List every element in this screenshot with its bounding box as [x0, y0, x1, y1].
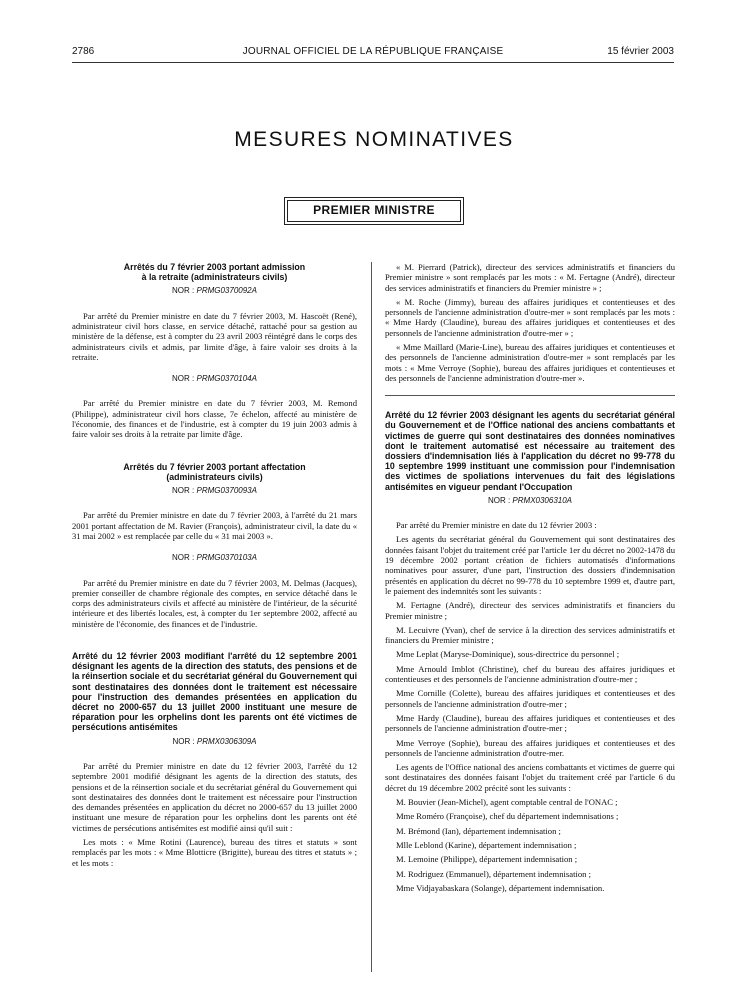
- nor-code: PRMG0370093A: [196, 486, 257, 496]
- list-item: M. Fertagne (André), directeur des services administratifs et financiers du Premier ministre ;: [385, 600, 675, 621]
- paragraph: « Mme Maillard (Marie-Line), bureau des affaires juridiques et contentieuses et des personnels de l'ancienne administration d'outre-mer » sont remplacés par les mots : « Mme Verroye (Sophie), bureau des affaires juridiques et contentieuses et des personnels de l'ancienne administration d'outre-mer ».: [385, 342, 675, 383]
- running-header: [72, 46, 674, 60]
- paragraph: Par arrêté du Premier ministre en date du 7 février 2003, M. Remond (Philippe), administrateur civil hors classe, 7e échelon, affecté au ministère de l'économie, des finances et de l'industrie, est à compter du 19 juin 2003 admis à faire valoir ses droits à la retraite par limite d'âge.: [72, 398, 357, 440]
- list-item: Mme Arnould Imblot (Christine), chef du bureau des affaires juridiques et contentieuses et des personnels de l'ancienne administration d'outre-mer ;: [385, 663, 675, 685]
- title-line-2: (administrateurs civils): [166, 471, 263, 482]
- list-item: Mme Leplat (Maryse-Dominique), sous-directrice du personnel ;: [396, 649, 620, 660]
- article-title: Arrêté du 12 février 2003 modifiant l'arrêté du 12 septembre 2001 désignant les agents de la direction des statuts, des pensions et de la réinsertion sociale et du secrétariat général du Gouvernement qui sont destinataires des données dont le traitement est nécessaire pour l'instruction des demandes présentées en application du décret no 2000-657 du 13 juillet 2000 instituant une mesure de réparation pour les orphelins dont les parents ont été victimes de persécutions antisémites: [72, 651, 358, 733]
- nor-label: NOR :: [172, 286, 197, 296]
- list-item: M. Rodriguez (Emmanuel), département indemnisation ;: [396, 868, 591, 879]
- paragraph: Par arrêté du Premier ministre en date du 7 février 2003, M. Delmas (Jacques), premier conseiller de chambre régionale des comptes, en service détaché dans le corps des administrateurs civils et affecté au ministère de l'intérieur, de la sécurité intérieure et des libertés locales, est, à compter du 1er septembre 2002, affecté au ministère de l'économie, des finances et de l'industrie.: [72, 577, 357, 629]
- main-title: MESURES NOMINATIVES: [234, 128, 514, 151]
- nor-label: NOR :: [172, 486, 197, 496]
- list-item: Mme Roméro (Françoise), chef du département indemnisations ;: [396, 811, 619, 822]
- paragraph: Par arrêté du Premier ministre en date du 7 février 2003, à l'arrêté du 21 mars 2001 portant affectation de M. Ravier (François), administrateur civil, la date du « 31 mai 2002 » est remplacée par celle du « 31 mai 2003 ».: [72, 510, 357, 541]
- list-item: M. Lemoine (Philippe), département indemnisation ;: [396, 854, 578, 865]
- nor-label: NOR :: [172, 553, 197, 563]
- list-item: M. Lecuivre (Yvan), chef de service à la direction des services administratifs et financiers du Premier ministre ;: [385, 624, 675, 646]
- list-item: Mme Verroye (Sophie), bureau des affaires juridiques et contentieuses et des personnels de l'ancienne administration d'outre-mer.: [385, 737, 675, 758]
- title-line-1: Arrêtés du 7 février 2003 portant admission: [123, 262, 306, 272]
- article-title: Arrêté du 12 février 2003 désignant les agents du secrétariat général du Gouvernement et de l'Office national des anciens combattants et victimes de guerre qui sont destinataires des données nominatives dont le traitement automatisé est nécessaire au traitement des dossiers d'indemnisation liés à l'application du décret no 99-778 du 10 septembre 1999 instituant une commission pour l'indemnisation des victimes de spoliations intervenues du fait des législations antisémites en vigueur pendant l'Occupation: [385, 410, 675, 492]
- column-divider: [371, 262, 372, 972]
- paragraph: Les agents du secrétariat général du Gouvernement qui sont destinataires des données faisant l'objet du traitement créé par l'article 1er du décret no 2002-1478 du 19 décembre 2002 portant création de fichiers automatisés d'informations nominatives pour assurer, d'une part, l'instruction des dossiers d'indemnisation présentés en application du décret no 99-778 du 10 septembre 1999 et, d'autre part, le paiement des indemnités sont les suivants :: [385, 534, 675, 596]
- paragraph: « M. Pierrard (Patrick), directeur des services administratifs et financiers du Premier ministre » sont remplacés par les mots : « M. Fertagne (André), directeur des services administratifs et financiers du Premier ministre » ;: [385, 262, 675, 293]
- list-item: Mme Cornille (Colette), bureau des affaires juridiques et contentieuses et des personnels de l'ancienne administration d'outre-mer ;: [385, 688, 675, 709]
- paragraph: Par arrêté du Premier ministre en date du 12 février 2003, l'arrêté du 12 septembre 2001 modifié désignant les agents de la direction des statuts, des pensions et de la réinsertion sociale et du secrétariat général du Gouvernement qui sont destinataires des données dont le traitement est nécessaire pour l'instruction des demandes présentées en application du décret no 2000-657 du 13 juillet 2000 instituant une mesure de réparation pour les orphelins dont les parents ont été victimes de persécutions antisémites est modifié ainsi qu'il suit :: [72, 760, 357, 833]
- article-title: [72, 262, 357, 282]
- paragraph: Les mots : « Mme Rotini (Laurence), bureau des titres et statuts » sont remplacés par les mots : « Mme Blotticre (Brigitte), bureau des titres et statuts » ; et les mots :: [72, 837, 357, 868]
- right-column: [385, 262, 675, 897]
- list-item: Mme Vidjayabaskara (Solange), département indemnisation.: [396, 882, 605, 893]
- list-item: M. Brémond (Ian), département indemnisation ;: [396, 825, 561, 836]
- paragraph: Les agents de l'Office national des anciens combattants et victimes de guerre qui sont destinataires des données faisant l'objet du traitement créé par l'article 6 du décret du 19 décembre 2002 précité sont les suivants :: [385, 762, 675, 793]
- nor-reference: [72, 553, 357, 563]
- page-number: 2786: [72, 46, 95, 57]
- nor-code: PRMX0306310A: [512, 495, 573, 505]
- article-title: [72, 462, 357, 482]
- nor-reference: [72, 286, 357, 296]
- nor-code: PRMG0370092A: [196, 286, 257, 296]
- nor-code: PRMG0370104A: [196, 374, 257, 384]
- nor-label: NOR :: [172, 374, 197, 384]
- section-title: PREMIER MINISTRE: [287, 200, 461, 222]
- section-divider: [385, 395, 675, 396]
- nor-code: PRMG0370103A: [196, 553, 257, 563]
- nor-label: NOR :: [172, 736, 197, 746]
- title-line-1: Arrêtés du 7 février 2003 portant affectation: [123, 461, 306, 472]
- nor-reference: [72, 737, 357, 747]
- list-item: Mme Hardy (Claudine), bureau des affaires juridiques et contentieuses et des personnels de l'ancienne administration d'outre-mer ;: [385, 712, 675, 734]
- nor-label: NOR :: [487, 495, 513, 505]
- title-line-2: à la retraite (administrateurs civils): [141, 272, 288, 283]
- spacer: [72, 444, 357, 462]
- left-column: [72, 262, 357, 872]
- list-item: M. Bouvier (Jean-Michel), agent comptable central de l'ONAC ;: [396, 797, 618, 808]
- spacer: [72, 633, 357, 651]
- paragraph: Par arrêté du Premier ministre en date du 7 février 2003, M. Hascoët (René), administrateur civil hors classe, en service détaché, rattaché pour sa gestion au ministère de la défense, est à compter du 23 avril 2003 réintégré dans le corps des administrateurs civils et admis, par limite d'âge, à faire valoir ses droits à la retraite.: [72, 310, 357, 362]
- paragraph: « M. Roche (Jimmy), bureau des affaires juridiques et contentieuses et des personnels de l'ancienne administration d'outre-mer » sont remplacés par les mots : « Mme Hardy (Claudine), bureau des affaires juridiques et contentieuses et des personnels de l'ancienne administration d'outre-mer » ;: [385, 296, 675, 338]
- nor-code: PRMX0306309A: [196, 736, 257, 746]
- nor-reference: [385, 496, 675, 506]
- header-rule: [72, 62, 674, 63]
- nor-reference: [72, 374, 357, 384]
- issue-date: 15 février 2003: [607, 46, 674, 57]
- paragraph: Par arrêté du Premier ministre en date du 12 février 2003 :: [396, 520, 597, 531]
- journal-title: JOURNAL OFFICIEL DE LA RÉPUBLIQUE FRANÇAISE: [242, 46, 504, 57]
- nor-reference: [72, 486, 357, 496]
- section-box: [284, 197, 464, 225]
- list-item: Mlle Leblond (Karine), département indemnisation ;: [396, 839, 577, 850]
